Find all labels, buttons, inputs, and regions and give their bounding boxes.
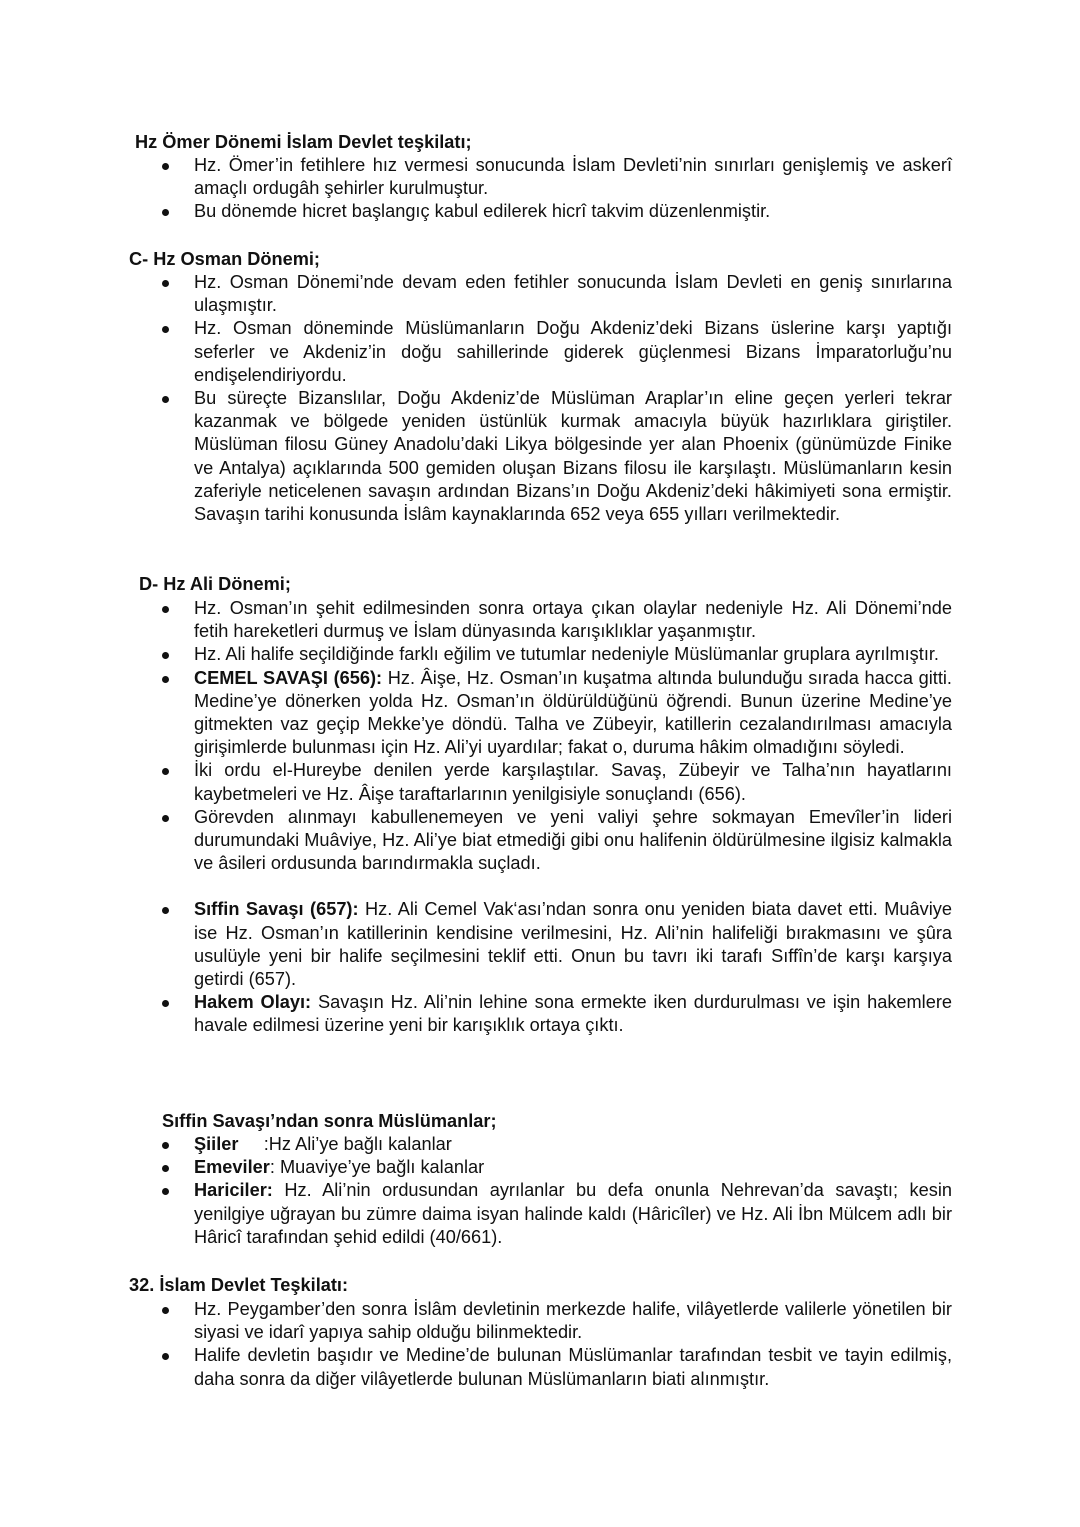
spacer (162, 875, 952, 898)
ali-list (162, 597, 952, 1038)
list-item: Hariciler: Hz. Ali’nin ordusundan ayrılanlar bu defa onunla Nehrevan’da savaştı; kesin yenilgiye uğrayan bu zümre daima isyan halinde kaldı (Hâricîler) ve Hz. Ali İbn Mülcem adlı bir Hâricî tarafından şehid edildi (40/661). (162, 1179, 952, 1249)
bullet-icon (162, 815, 169, 822)
bullet-icon (162, 209, 169, 216)
bullet-icon (162, 652, 169, 659)
osman-list (162, 271, 952, 526)
list-item: Sıffin Savaşı (657): Hz. Ali Cemel Vak‘ası’ndan sonra onu yeniden biata davet etti. Muâviye ise Hz. Osman’ın katillerinin kendisine verilmesini, Hz. Ali’nin halifeliği bırakmasını ve şûra usulüyle yeni bir halife seçilmesini teklif etti. Onun bu tavrı iki tarafı Sıffîn’de karşı karşıya getirdi (657). (162, 898, 952, 991)
list-item: Bu dönemde hicret başlangıç kabul edilerek hicrî takvim düzenlenmiştir. (162, 200, 952, 223)
list-item: Bu süreçte Bizanslılar, Doğu Akdeniz’de Müslüman Araplar’ın eline geçen yerleri tekrar kazanmak ve bölgede yeniden üstünlük kurmak amacıyla büyük hazırlıklara giriştiler. Müslüman filosu Güney Anadolu’daki Likya bölgesinde yer alan Phoenix (günümüzde Finike ve Antalya) açıklarında 500 gemiden oluşan Bizans filosu ile karşılaştı. Müslümanların kesin zaferiyle neticelenen savaşın ardından Bizans’ın Doğu Akdeniz’deki hâkimiyeti sona ermiştir. Savaşın tarihi konusunda İslâm kaynaklarında 652 veya 655 yılları verilmektedir. (162, 387, 952, 526)
bullet-icon (162, 1165, 169, 1172)
bullet-icon (162, 1353, 169, 1360)
bullet-icon (162, 1307, 169, 1314)
bullet-icon (162, 606, 169, 613)
bullet-icon (162, 396, 169, 403)
section-heading-after-siffin: Sıffin Savaşı’ndan sonra Müslümanlar; (162, 1111, 497, 1131)
list-item: Şiiler :Hz Ali’ye bağlı kalanlar (162, 1133, 952, 1156)
list-item: CEMEL SAVAŞI (656): Hz. Âişe, Hz. Osman’ın kuşatma altında bulunduğu sırada hacca gitti. Medine’ye dönerken yolda Hz. Osman’ın öldürüldüğünü öğrendi. Bunun üzerine Medine’ye gitmekten vaz geçip Mekke’ye döndü. Talha ve Zübeyir, katillerin cezalandırılması amacıyla girişimlerde bulunması için Hz. Ali’yi uyardılar; fakat o, duruma hâkim olmadığını söyledi. (162, 667, 952, 760)
list-item: Görevden alınmayı kabullenemeyen ve yeni valiyi şehre sokmayan Emevîler’in lideri durumundaki Muâviye, Hz. Ali’ye biat etmediği gibi onu halifenin öldürülmesine ilgisiz kalmakla ve âsileri ordusunda barındırmakla suçladı. (162, 806, 952, 876)
list-item: İki ordu el-Hureybe denilen yerde karşılaştılar. Savaş, Zübeyir ve Talha’nın hayatlarını kaybetmeleri ve Hz. Âişe taraftarlarının yenilgisiyle sonuçlandı (656). (162, 759, 952, 805)
list-item: Halife devletin başıdır ve Medine’de bulunan Müslümanlar tarafından tesbit ve tayin edilmiş, daha sonra da diğer vilâyetlerde bulunan Müslümanların biati alınmıştır. (162, 1344, 952, 1390)
after-siffin-list (162, 1133, 952, 1249)
section-heading-omer: Hz Ömer Dönemi İslam Devlet teşkilatı; (135, 132, 472, 152)
bullet-icon (162, 907, 169, 914)
list-item: Hz. Osman Dönemi’nde devam eden fetihler sonucunda İslam Devleti en geniş sınırlarına ulaşmıştır. (162, 271, 952, 317)
bullet-icon (162, 676, 169, 683)
bullet-icon (162, 326, 169, 333)
bullet-icon (162, 1188, 169, 1195)
bullet-icon (162, 1000, 169, 1007)
section-heading-teskilat: 32. İslam Devlet Teşkilatı: (129, 1275, 349, 1295)
section-heading-ali: D- Hz Ali Dönemi; (139, 574, 291, 594)
list-item: Hz. Peygamber’den sonra İslâm devletinin merkezde halife, vilâyetlerde valilerle yönetilen bir siyasi ve idarî yapıya sahip olduğu bilinmektedir. (162, 1298, 952, 1344)
bullet-icon (162, 163, 169, 170)
bullet-icon (162, 768, 169, 775)
section-heading-osman: C- Hz Osman Dönemi; (129, 249, 320, 269)
bullet-icon (162, 280, 169, 287)
list-item: Hakem Olayı: Savaşın Hz. Ali’nin lehine sona ermekte iken durdurulması ve işin hakemlere havale edilmesi üzerine yeni bir karışıklık ortaya çıktı. (162, 991, 952, 1037)
omer-list (162, 154, 952, 224)
list-item: Hz. Osman’ın şehit edilmesinden sonra ortaya çıkan olaylar nedeniyle Hz. Ali Dönemi’nde fetih hareketleri durmuş ve İslam dünyasında karışıklıklar yaşanmıştır. (162, 597, 952, 643)
list-item: Hz. Osman döneminde Müslümanların Doğu Akdeniz’deki Bizans üslerine karşı yaptığı seferler ve Akdeniz’in doğu sahillerinde giderek güçlenmesi Bizans İmparatorluğu’nu endişelendiriyordu. (162, 317, 952, 387)
list-item: Emeviler: Muaviye’ye bağlı kalanlar (162, 1156, 952, 1179)
teskilat-list (162, 1298, 952, 1391)
list-item: Hz. Ali halife seçildiğinde farklı eğilim ve tutumlar nedeniyle Müslümanlar gruplara ayrılmıştır. (162, 643, 952, 666)
list-item: Hz. Ömer’in fetihlere hız vermesi sonucunda İslam Devleti’nin sınırları genişlemiş ve askerî amaçlı ordugâh şehirler kurulmuştur. (162, 154, 952, 200)
bullet-icon (162, 1142, 169, 1149)
